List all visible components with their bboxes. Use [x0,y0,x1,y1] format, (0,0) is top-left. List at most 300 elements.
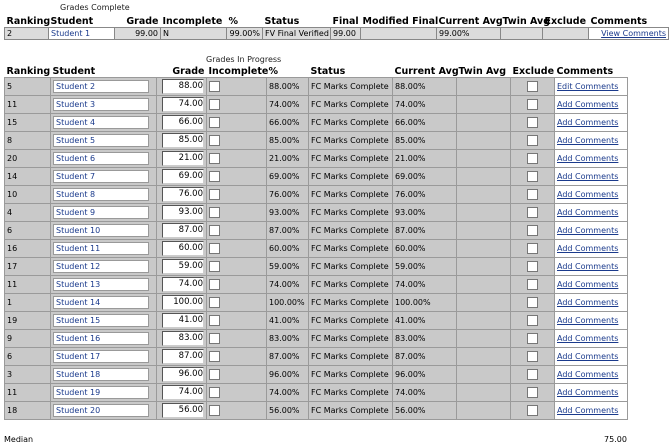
incomplete-cell: N [161,28,227,40]
incomplete-checkbox[interactable] [209,387,220,398]
ranking-cell: 15 [5,114,51,132]
student-cell [51,294,157,312]
incomplete-cell [207,96,267,114]
student-link[interactable]: Student 7 [53,170,149,183]
percent-cell: 87.00% [267,348,309,366]
comments-cell [555,294,628,312]
exclude-cell [511,96,555,114]
ranking-cell: 18 [5,402,51,420]
grade-input[interactable]: 66.00 [162,115,204,130]
twin-avg-cell [457,312,511,330]
exclude-cell [511,276,555,294]
status-cell: FC Marks Complete [309,114,393,132]
student-link[interactable]: Student 12 [53,260,149,273]
percent-cell: 66.00% [267,114,309,132]
header-student: Student [50,15,94,27]
percent-cell: 74.00% [267,96,309,114]
ranking-cell: 4 [5,204,51,222]
exclude-cell [511,330,555,348]
grade-input[interactable]: 87.00 [162,223,204,238]
exclude-checkbox[interactable] [527,171,538,182]
grade-cell [157,312,207,330]
incomplete-cell [207,132,267,150]
table-row [5,132,628,150]
incomplete-checkbox[interactable] [209,135,220,146]
student-link[interactable]: Student 13 [53,278,149,291]
incomplete-checkbox[interactable] [209,351,220,362]
progress-header-row [5,65,628,78]
comments-link[interactable]: Add Comments [557,190,619,199]
current-avg-cell: 60.00% [393,240,457,258]
student-link[interactable]: Student 4 [53,116,149,129]
current-avg-cell: 74.00% [393,384,457,402]
comments-cell [555,150,628,168]
exclude-checkbox[interactable] [527,279,538,290]
student-cell [51,330,157,348]
exclude-cell [511,168,555,186]
table-row [5,276,628,294]
incomplete-cell [207,114,267,132]
comments-link[interactable]: Add Comments [557,154,619,163]
twin-avg-cell [457,366,511,384]
exclude-cell [511,186,555,204]
percent-cell: 41.00% [267,312,309,330]
grade-cell [157,96,207,114]
student-link[interactable]: Student 8 [53,188,149,201]
status-cell: FC Marks Complete [309,366,393,384]
ranking-cell: 16 [5,240,51,258]
table-row [5,96,628,114]
comments-link[interactable]: Add Comments [557,388,619,397]
exclude-checkbox[interactable] [527,351,538,362]
grade-input[interactable]: 74.00 [162,277,204,292]
comments-cell [555,402,628,420]
table-row [5,258,628,276]
exclude-checkbox[interactable] [527,261,538,272]
status-cell: FC Marks Complete [309,132,393,150]
student-link[interactable]: Student 18 [53,368,149,381]
header-incomplete: Incomplete [162,15,223,27]
comments-link[interactable]: Add Comments [557,298,619,307]
exclude-checkbox[interactable] [527,387,538,398]
exclude-checkbox[interactable] [527,207,538,218]
incomplete-checkbox[interactable] [209,333,220,344]
grade-input[interactable]: 83.00 [162,331,204,346]
comments-link[interactable]: Add Comments [557,100,619,109]
grade-input[interactable]: 96.00 [162,367,204,382]
twin-avg-cell [457,78,511,96]
twin-avg-cell [457,348,511,366]
grade-cell [157,330,207,348]
comments-cell [555,132,628,150]
incomplete-checkbox[interactable] [209,117,220,128]
comments-link[interactable]: Add Comments [557,136,619,145]
grade-cell [157,168,207,186]
exclude-checkbox[interactable] [527,153,538,164]
comments-link[interactable]: Add Comments [557,208,619,217]
current-avg-cell: 21.00% [393,150,457,168]
progress-caption: Grades In Progress [206,55,282,64]
incomplete-checkbox[interactable] [209,243,220,254]
ranking-cell: 6 [5,222,51,240]
exclude-cell [511,348,555,366]
header-modified-final: Modified Final [362,15,439,27]
comments-link[interactable]: Edit Comments [557,82,619,91]
status-cell: FC Marks Complete [309,384,393,402]
incomplete-cell [207,330,267,348]
comments-cell [555,240,628,258]
percent-cell: 93.00% [267,204,309,222]
percent-cell: 85.00% [267,132,309,150]
comments-cell [555,276,628,294]
percent-cell: 87.00% [267,222,309,240]
student-cell [49,28,115,40]
grades-in-progress-table [4,65,628,420]
current-avg-cell: 85.00% [393,132,457,150]
exclude-cell [511,114,555,132]
header-comments: Comments [590,15,648,27]
median-label: Median [4,435,34,444]
header-incomplete: Incomplete [208,65,269,77]
student-link[interactable]: Student 11 [53,242,149,255]
view-comments-link[interactable]: View Comments [601,29,666,38]
grade-cell [157,276,207,294]
complete-caption: Grades Complete [60,3,130,12]
percent-cell: 99.00% [227,28,263,40]
header-ranking: Ranking [6,15,51,27]
current-avg-cell: 87.00% [393,348,457,366]
student-cell [51,384,157,402]
student-link[interactable]: Student 19 [53,386,149,399]
incomplete-checkbox[interactable] [209,261,220,272]
comments-link[interactable]: Add Comments [557,334,619,343]
current-avg-cell: 74.00% [393,276,457,294]
table-row [5,114,628,132]
comments-link[interactable]: Add Comments [557,118,619,127]
student-link[interactable]: Student 20 [53,404,149,417]
percent-cell: 96.00% [267,366,309,384]
grade-input[interactable]: 87.00 [162,349,204,364]
grade-cell [157,402,207,420]
exclude-checkbox[interactable] [527,243,538,254]
student-link[interactable]: Student 2 [53,80,149,93]
incomplete-checkbox[interactable] [209,225,220,236]
table-row [5,366,628,384]
grade-cell [157,150,207,168]
table-row [5,186,628,204]
student-cell [51,132,157,150]
current-avg-cell: 88.00% [393,78,457,96]
table-row [5,330,628,348]
exclude-checkbox[interactable] [527,81,538,92]
student-cell [51,150,157,168]
exclude-cell [511,366,555,384]
percent-cell: 83.00% [267,330,309,348]
exclude-cell [511,384,555,402]
incomplete-checkbox[interactable] [209,315,220,326]
incomplete-checkbox[interactable] [209,369,220,380]
exclude-checkbox[interactable] [527,333,538,344]
student-cell [51,204,157,222]
incomplete-cell [207,276,267,294]
incomplete-checkbox[interactable] [209,99,220,110]
incomplete-cell [207,294,267,312]
percent-cell: 56.00% [267,402,309,420]
header-final: Final [332,15,359,27]
exclude-cell [543,28,589,40]
incomplete-checkbox[interactable] [209,153,220,164]
grades-complete-table [4,15,669,40]
status-cell: FC Marks Complete [309,294,393,312]
comments-cell [555,96,628,114]
student-link[interactable]: Student 15 [53,314,149,327]
exclude-checkbox[interactable] [527,315,538,326]
incomplete-checkbox[interactable] [209,207,220,218]
table-row [5,294,628,312]
comments-link[interactable]: Add Comments [557,280,619,289]
comments-cell [555,348,628,366]
grade-input[interactable]: 74.00 [162,97,204,112]
header-exclude: Exclude [512,65,555,77]
status-cell: FV Final Verified [263,28,331,40]
ranking-cell: 5 [5,78,51,96]
exclude-checkbox[interactable] [527,225,538,236]
percent-cell: 59.00% [267,258,309,276]
incomplete-cell [207,204,267,222]
ranking-cell: 9 [5,330,51,348]
header-grade: Grade [172,65,205,77]
percent-cell: 21.00% [267,150,309,168]
grade-cell [157,240,207,258]
incomplete-checkbox[interactable] [209,279,220,290]
table-row [5,348,628,366]
twin-avg-cell [457,114,511,132]
status-cell: FC Marks Complete [309,276,393,294]
grade-input[interactable]: 74.00 [162,385,204,400]
status-cell: FC Marks Complete [309,150,393,168]
table-row [5,240,628,258]
ranking-cell: 19 [5,312,51,330]
student-link[interactable]: Student 14 [53,296,149,309]
ranking-cell: 6 [5,348,51,366]
current-avg-cell: 69.00% [393,168,457,186]
median-value: 75.00 [604,435,627,444]
grade-input[interactable]: 21.00 [162,151,204,166]
student-cell [51,186,157,204]
comments-link[interactable]: Add Comments [557,244,619,253]
status-cell: FC Marks Complete [309,402,393,420]
ranking-cell: 17 [5,258,51,276]
incomplete-cell [207,186,267,204]
complete-header-row [5,15,669,28]
comments-link[interactable]: Add Comments [557,226,619,235]
current-avg-cell: 87.00% [393,222,457,240]
status-cell: FC Marks Complete [309,168,393,186]
exclude-cell [511,204,555,222]
comments-link[interactable]: Add Comments [557,172,619,181]
exclude-checkbox[interactable] [527,99,538,110]
twin-avg-cell [457,168,511,186]
incomplete-cell [207,312,267,330]
percent-cell: 76.00% [267,186,309,204]
table-row [5,28,669,40]
twin-avg-cell [457,150,511,168]
ranking-cell: 11 [5,96,51,114]
table-row [5,168,628,186]
comments-link[interactable]: Add Comments [557,316,619,325]
grade-input[interactable]: 56.00 [162,403,204,418]
table-row [5,402,628,420]
header-current-avg: Current Avg [438,15,503,27]
incomplete-checkbox[interactable] [209,405,220,416]
grade-input[interactable]: 69.00 [162,169,204,184]
student-cell [51,96,157,114]
header-percent: % [268,65,279,77]
status-cell: FC Marks Complete [309,204,393,222]
ranking-cell: 3 [5,366,51,384]
exclude-checkbox[interactable] [527,405,538,416]
current-avg-cell: 59.00% [393,258,457,276]
exclude-cell [511,78,555,96]
header-twin-avg: Twin Avg [458,65,507,77]
comments-link[interactable]: Add Comments [557,406,619,415]
incomplete-cell [207,168,267,186]
comments-cell [555,168,628,186]
incomplete-cell [207,384,267,402]
table-row [5,204,628,222]
grade-cell [157,132,207,150]
grade-input[interactable]: 88.00 [162,79,204,94]
status-cell: FC Marks Complete [309,222,393,240]
student-link[interactable]: Student 16 [53,332,149,345]
grade-input[interactable]: 41.00 [162,313,204,328]
incomplete-cell [207,258,267,276]
percent-cell: 69.00% [267,168,309,186]
exclude-checkbox[interactable] [527,189,538,200]
student-cell [51,276,157,294]
comments-cell [555,186,628,204]
exclude-cell [511,312,555,330]
grade-input[interactable]: 93.00 [162,205,204,220]
ranking-cell: 11 [5,276,51,294]
header-exclude: Exclude [544,15,587,27]
comments-cell [555,258,628,276]
table-row [5,222,628,240]
incomplete-checkbox[interactable] [209,297,220,308]
percent-cell: 88.00% [267,78,309,96]
header-ranking: Ranking [6,65,51,77]
exclude-cell [511,258,555,276]
current-avg-cell: 93.00% [393,204,457,222]
percent-cell: 74.00% [267,276,309,294]
status-cell: FC Marks Complete [309,186,393,204]
exclude-cell [511,150,555,168]
exclude-cell [511,132,555,150]
twin-avg-cell [457,132,511,150]
current-avg-cell: 100.00% [393,294,457,312]
incomplete-checkbox[interactable] [209,81,220,92]
ranking-cell: 10 [5,186,51,204]
student-cell [51,312,157,330]
grade-input[interactable]: 60.00 [162,241,204,256]
exclude-cell [511,240,555,258]
incomplete-checkbox[interactable] [209,189,220,200]
comments-link[interactable]: Add Comments [557,370,619,379]
comments-cell [555,204,628,222]
comments-cell [555,366,628,384]
incomplete-cell [207,402,267,420]
exclude-checkbox[interactable] [527,135,538,146]
grade-input[interactable]: 59.00 [162,259,204,274]
grade-cell [157,366,207,384]
current-avg-cell: 66.00% [393,114,457,132]
twin-avg-cell [501,28,543,40]
grade-cell [157,114,207,132]
twin-avg-cell [457,402,511,420]
comments-link[interactable]: Add Comments [557,262,619,271]
student-link[interactable]: Student 1 [51,29,91,38]
exclude-checkbox[interactable] [527,297,538,308]
header-status: Status [264,15,300,27]
progress-rows [5,78,628,420]
ranking-cell: 2 [5,28,49,40]
status-cell: FC Marks Complete [309,258,393,276]
grade-cell [157,294,207,312]
ranking-cell: 20 [5,150,51,168]
incomplete-cell [207,222,267,240]
comments-link[interactable]: Add Comments [557,352,619,361]
student-cell [51,366,157,384]
grade-input[interactable]: 100.00 [162,295,204,310]
student-link[interactable]: Student 9 [53,206,149,219]
current-avg-cell: 74.00% [393,96,457,114]
student-link[interactable]: Student 3 [53,98,149,111]
student-link[interactable]: Student 17 [53,350,149,363]
student-link[interactable]: Student 6 [53,152,149,165]
percent-cell: 100.00% [267,294,309,312]
student-link[interactable]: Student 5 [53,134,149,147]
status-cell: FC Marks Complete [309,330,393,348]
incomplete-cell [207,150,267,168]
student-cell [51,222,157,240]
current-avg-cell: 56.00% [393,402,457,420]
status-cell: FC Marks Complete [309,96,393,114]
status-cell: FC Marks Complete [309,348,393,366]
comments-cell [555,312,628,330]
header-status: Status [310,65,346,77]
exclude-cell [511,294,555,312]
student-link[interactable]: Student 10 [53,224,149,237]
status-cell: FC Marks Complete [309,240,393,258]
modified-final-cell [361,28,437,40]
header-comments: Comments [556,65,614,77]
grade-cell [157,78,207,96]
grade-cell [157,258,207,276]
exclude-cell [511,402,555,420]
grade-input[interactable]: 85.00 [162,133,204,148]
header-current-avg: Current Avg [394,65,459,77]
twin-avg-cell [457,276,511,294]
incomplete-checkbox[interactable] [209,171,220,182]
grade-input[interactable]: 76.00 [162,187,204,202]
exclude-checkbox[interactable] [527,369,538,380]
exclude-checkbox[interactable] [527,117,538,128]
comments-cell [555,330,628,348]
grade-cell [157,222,207,240]
student-cell [51,114,157,132]
ranking-cell: 8 [5,132,51,150]
twin-avg-cell [457,330,511,348]
